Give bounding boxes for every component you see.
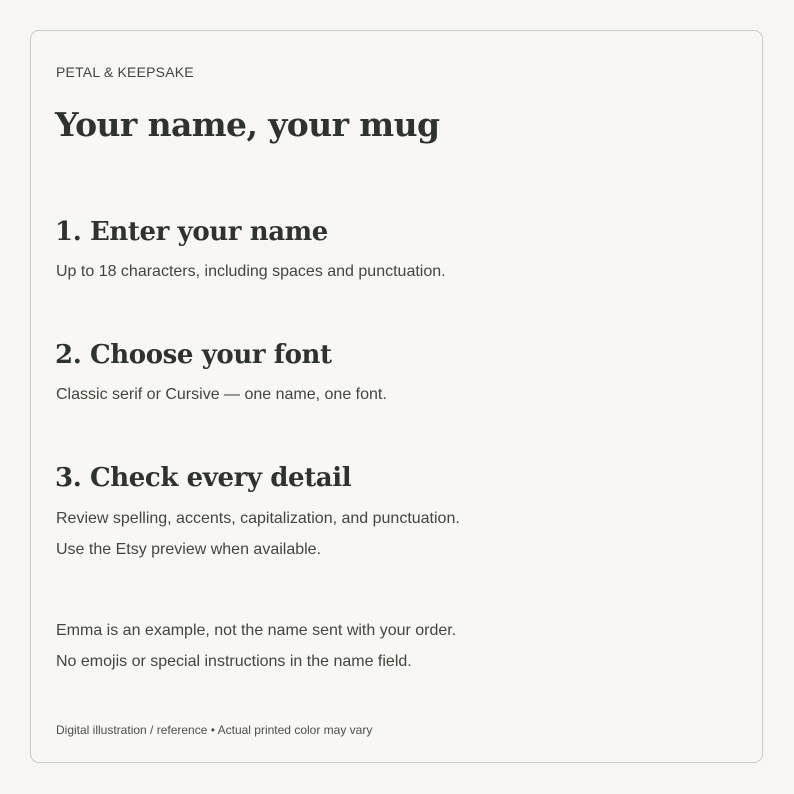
step-2-description: Classic serif or Cursive — one name, one font. [56,386,387,403]
page-title: Your name, your mug [55,105,440,144]
step-3-description-line-1: Review spelling, accents, capitalization, and punctuation. [56,510,460,527]
brand-name: PETAL & KEEPSAKE [56,64,194,80]
step-1-description: Up to 18 characters, including spaces and punctuation. [56,263,446,280]
name-field-restriction-note: No emojis or special instructions in the name field. [56,653,412,670]
disclaimer-footer: Digital illustration / reference • Actual printed color may vary [56,723,373,737]
step-3-description-line-2: Use the Etsy preview when available. [56,541,322,558]
step-3-title: 3. Check every detail [55,463,352,493]
step-1-title: 1. Enter your name [55,217,328,247]
step-2-title: 2. Choose your font [55,340,332,370]
instruction-card [30,30,763,763]
example-name-note: Emma is an example, not the name sent with your order. [56,622,457,639]
